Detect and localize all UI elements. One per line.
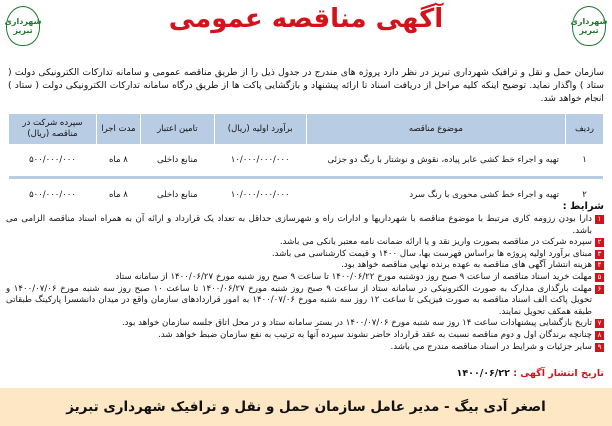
condition-text: مهلت بارگذاری مدارک به صورت الکترونیکی در سامانه ستاد از ساعت ۹ صبح روز شنبه مورخ ۱۴۰۰/۰۶/۲۷ تا ساعت ۱۰ صبح روز سه شنبه مورخ ۱۴۰۰/۰۷/۰۶ و تحویل پاکت الف اسناد مناقصه به صورت فیزیکی تا ساعت ۱۲ روز سه شنبه مورخ ۱۴۰۰/۰۷/۰۶ به امور قراردادهای سازمان واقع در میدان دانشسرا پارکینگ طبقاتی طبقه همکف تحویل نمایند.	[6, 283, 592, 317]
condition-number: ۲	[595, 238, 604, 247]
cell-estimate: ۱۰/۰۰۰/۰۰۰/۰۰۰	[214, 180, 306, 211]
condition-text: دارا بودن رزومه کاری مرتبط با موضوع مناقصه با شهرداریها و ادارات راه و شهرسازی حداقل به تعداد یک قرارداد و ارائه آن به همراه اسناد مناقصه الزامی می باشد.	[6, 214, 592, 236]
cell-row-number: ۲	[566, 180, 604, 211]
condition-text: تاریخ بازگشایی پیشنهادات ساعت ۱۴ روز سه شنبه مورخ ۱۴۰۰/۰۷/۰۶ در بستر سامانه ستاد و در محل اتاق جلسه سازمان خواهد بود.	[121, 318, 592, 329]
condition-number: ۵	[595, 273, 604, 282]
col-header-subject: موضوع مناقصه	[306, 114, 565, 145]
condition-item	[6, 272, 604, 284]
condition-item	[6, 342, 604, 354]
tender-table	[8, 113, 604, 211]
condition-number: ۱	[595, 215, 604, 224]
cell-deposit: ۵۰۰/۰۰۰/۰۰۰	[9, 145, 97, 176]
condition-number: ۹	[595, 343, 604, 352]
col-header-funding: تامین اعتبار	[140, 114, 214, 145]
col-header-duration: مدت اجرا	[96, 114, 140, 145]
cell-subject: تهیه و اجراء خط کشی محوری با رنگ سرد	[306, 180, 565, 211]
condition-number: ۳	[595, 250, 604, 259]
signature-footer: اصغر آدی بیگ - مدیر عامل سازمان حمل و نقل و ترافیک شهرداری تبریز	[0, 388, 612, 426]
table-row	[9, 145, 604, 176]
conditions-list	[6, 214, 604, 353]
publication-date-value: ۱۴۰۰/۰۶/۲۲	[456, 368, 510, 379]
cell-funding: منابع داخلی	[140, 180, 214, 211]
cell-subject: تهیه و اجراء خط کشی عابر پیاده، نقوش و نوشتار با رنگ دو جزئی	[306, 145, 565, 176]
condition-text: سایر جزئیات و شرایط در اسناد مناقصه مندرج می باشد.	[390, 341, 592, 352]
notice-title: آگهی مناقصه عمومی	[168, 4, 444, 34]
conditions-title: شرایط :	[562, 201, 604, 212]
intro-paragraph: سازمان حمل و نقل و ترافیک شهرداری تبریز در نظر دارد پروژه های مندرج در جدول ذیل را از طریق مناقصه عمومی و سامانه تدارکات الکترونیکی دولت ( ستاد ) واگذار نماید. توضیح اینکه کلیه مراحل از دریافت اسناد تا ارائه پیشنهاد و بازگشایی پاکت ها از طریق درگاه سامانه تدارکات الکترونیکی دولت ( ستاد ) انجام خواهد شد.	[8, 67, 604, 104]
condition-item	[6, 318, 604, 330]
publication-date-label: تاریخ انتشار آگهی :	[513, 368, 604, 379]
condition-item	[6, 214, 604, 237]
condition-number: ۷	[595, 319, 604, 328]
condition-item	[6, 260, 604, 272]
cell-row-number: ۱	[566, 145, 604, 176]
logo-text-left: شهرداری تبریز	[4, 17, 42, 35]
cell-duration: ۸ ماه	[96, 180, 140, 211]
condition-number: ۶	[595, 285, 604, 294]
condition-text: مبنای برآورد اولیه پروژه ها براساس فهرست بها، سال ۱۴۰۰ و قیمت کارشناسی می باشد.	[271, 248, 592, 259]
condition-item	[6, 284, 604, 319]
condition-text: مهلت خرید اسناد مناقصه از ساعت ۹ صبح روز دوشنبه مورخ ۱۴۰۰/۰۶/۲۲ تا ساعت ۹ صبح روز شنبه مورخ ۱۴۰۰/۰۶/۲۷ از سامانه ستاد	[115, 271, 592, 282]
cell-deposit: ۵۰۰/۰۰۰/۰۰۰	[9, 180, 97, 211]
logo-text-right: شهرداری تبریز	[570, 17, 608, 35]
condition-item	[6, 237, 604, 249]
cell-estimate: ۱۰/۰۰۰/۰۰۰/۰۰۰	[214, 145, 306, 176]
table-row	[9, 180, 604, 211]
condition-item	[6, 330, 604, 342]
condition-text: هزینه انتشار آگهی های مناقصه به عهده برنده نهایی مناقصه خواهد بود.	[341, 260, 592, 271]
condition-text: سپرده شرکت در مناقصه بصورت واریز نقد و یا ارائه ضمانت نامه معتبر بانکی می باشد.	[279, 237, 592, 248]
condition-text: چنانچه برندگان اول و دوم مناقصه نسبت به عقد قرارداد حاضر نشوند سپرده آنها به ترتیب به نفع سازمان ضبط خواهد شد.	[158, 329, 592, 340]
col-header-estimate: برآورد اولیه (ریال)	[214, 114, 306, 145]
col-header-deposit: سپرده شرکت در مناقصه (ریال)	[9, 114, 97, 145]
publication-date	[457, 368, 604, 379]
table-header-row	[9, 114, 604, 145]
condition-number: ۴	[595, 261, 604, 270]
condition-number: ۸	[595, 331, 604, 340]
condition-item	[6, 249, 604, 261]
col-header-row-number: ردیف	[566, 114, 604, 145]
cell-funding: منابع داخلی	[140, 145, 214, 176]
cell-duration: ۸ ماه	[96, 145, 140, 176]
